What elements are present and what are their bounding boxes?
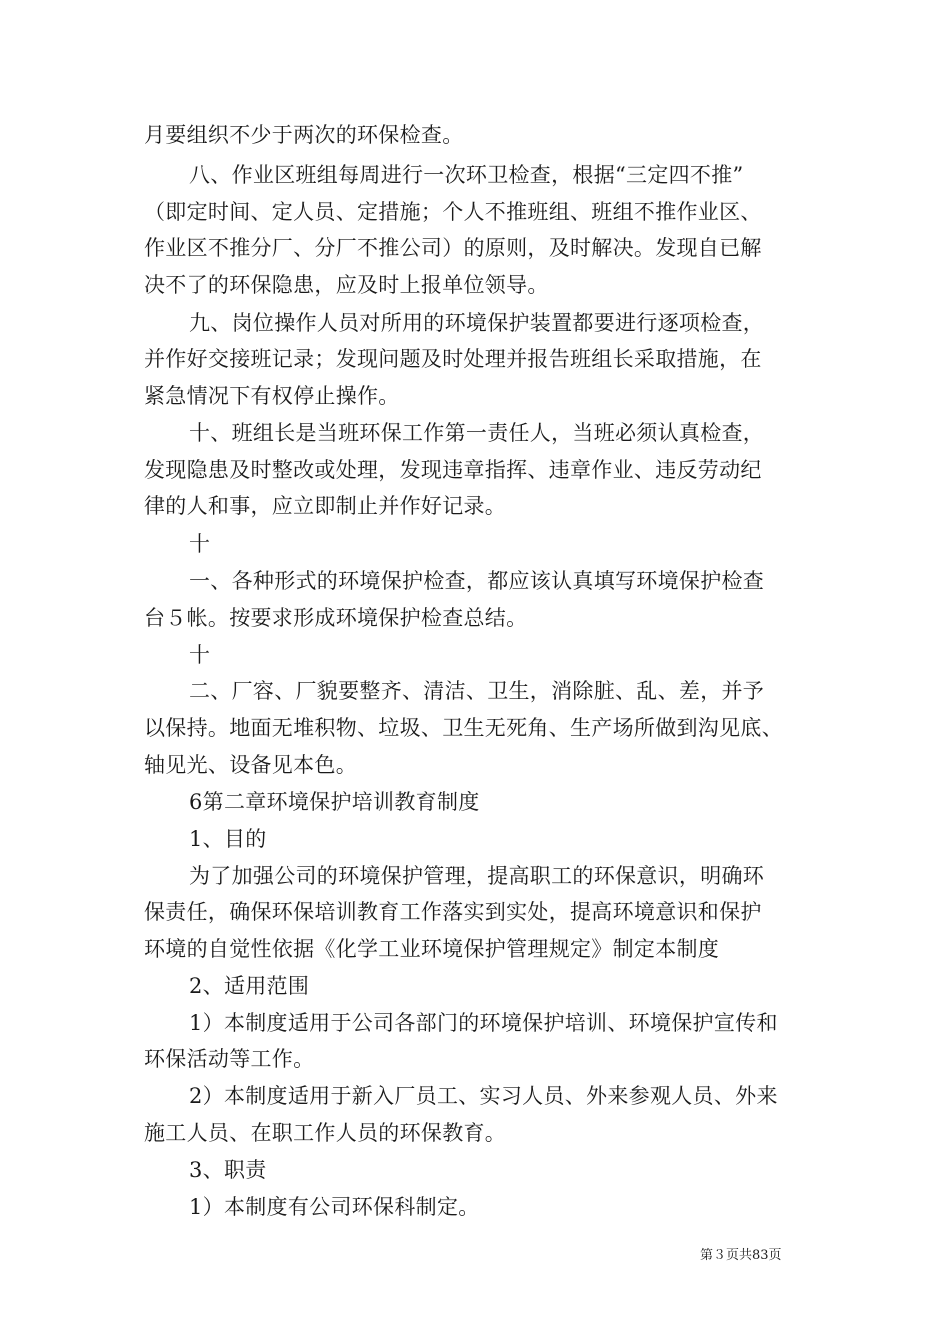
body-text-line: 施工人员、在职工作人员的环保教育。 [144, 1121, 507, 1145]
section-heading: 2、适用范围 [189, 974, 310, 998]
body-text-line: 发现隐患及时整改或处理，发现违章指挥、违章作业、违反劳动纪 [144, 458, 762, 482]
body-text-line: 为了加强公司的环境保护管理，提高职工的环保意识，明确环 [189, 864, 765, 888]
section-heading: 3、职责 [189, 1158, 267, 1182]
body-text-line: 并作好交接班记录；发现问题及时处理并报告班组长采取措施，在 [144, 347, 762, 371]
body-text-line: 轴见光、设备见本色。 [144, 753, 357, 777]
body-text-line: 九、岗位操作人员对所用的环境保护装置都要进行逐项检查， [189, 311, 765, 335]
page-number-footer: 第３页共83页 [700, 1248, 782, 1263]
body-text-line: 一、各种形式的环境保护检查，都应该认真填写环境保护检查 [189, 569, 765, 593]
body-text-line: 保责任，确保环保培训教育工作落实到实处，提高环境意识和保护 [144, 900, 762, 924]
body-text-line: 月要组织不少于两次的环保检查。 [144, 123, 464, 147]
body-text-line: 台５帐。按要求形成环境保护检查总结。 [144, 606, 528, 630]
chapter-heading: 6第二章环境保护培训教育制度 [189, 790, 480, 814]
body-text-line: 十 [189, 643, 211, 667]
body-text-line: 律的人和事，应立即制止并作好记录。 [144, 494, 507, 518]
body-text-line: 环保活动等工作。 [144, 1047, 315, 1071]
body-text-line: （即定时间、定人员、定措施；个人不推班组、班组不推作业区、 [144, 200, 762, 224]
body-text-line: 紧急情况下有权停止操作。 [144, 384, 400, 408]
body-text-line: 以保持。地面无堆积物、垃圾、卫生无死角、生产场所做到沟见底、 [144, 716, 783, 740]
body-text-line: 十 [189, 532, 211, 556]
section-heading: 1、目的 [189, 827, 267, 851]
body-text-line: 2）本制度适用于新入厂员工、实习人员、外来参观人员、外来 [189, 1084, 778, 1108]
body-text-line: 1）本制度适用于公司各部门的环境保护培训、环境保护宣传和 [189, 1011, 778, 1035]
body-text-line: 二、厂容、厂貌要整齐、清洁、卫生，消除脏、乱、差，并予 [189, 679, 765, 703]
body-text-line: 十、班组长是当班环保工作第一责任人，当班必须认真检查， [189, 421, 765, 445]
body-text-line: 作业区不推分厂、分厂不推公司）的原则，及时解决。发现自已解 [144, 236, 762, 260]
body-text-line: 环境的自觉性依据《化学工业环境保护管理规定》制定本制度 [144, 937, 720, 961]
body-text-line: 1）本制度有公司环保科制定。 [189, 1195, 480, 1219]
body-text-line: 八、作业区班组每周进行一次环卫检查，根据“三定四不推” [189, 163, 744, 187]
body-text-line: 决不了的环保隐患，应及时上报单位领导。 [144, 273, 549, 297]
